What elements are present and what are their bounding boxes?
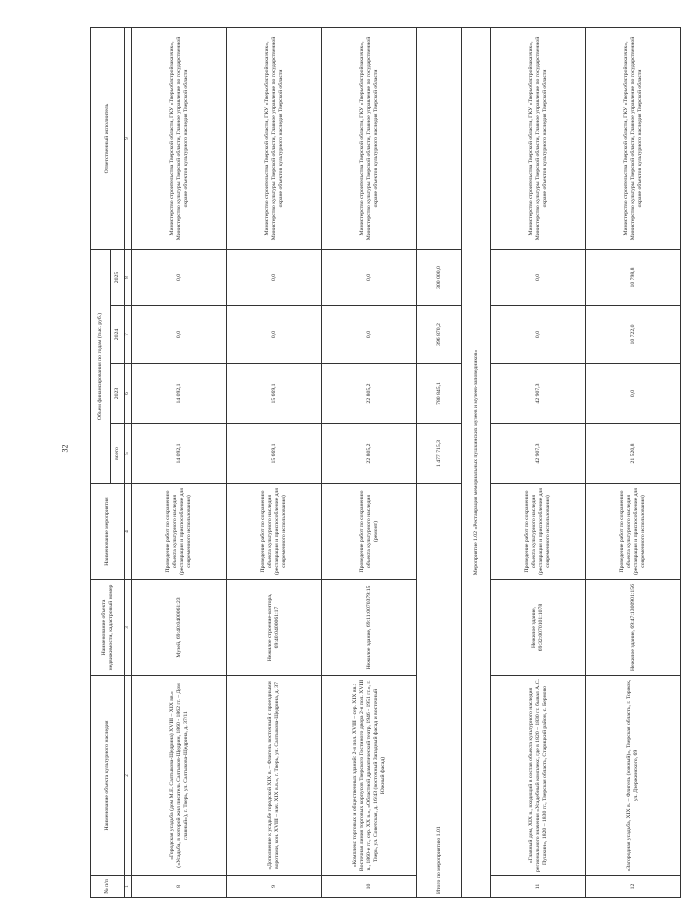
total-row — [417, 27, 462, 897]
header-year-2024: 2024 — [111, 306, 125, 364]
cell-property: Нежилое здание, 69:32:0070101:1078 — [491, 580, 586, 676]
cell-event: Проведение работ по сохранению объекта культурного наследия (реставрация и приспособление для современного использования) — [586, 484, 681, 580]
cell-event: Проведение работ по сохранению объекта культурного наследия (реставрация и приспособление для современного использования) — [132, 484, 227, 580]
rotated-table-container — [90, 28, 646, 898]
total-2025: 300 000,0 — [417, 249, 462, 305]
cell-num: 9 — [227, 876, 322, 898]
cell-2023: 0,0 — [586, 364, 681, 424]
col-index: 7 — [125, 306, 132, 364]
total-2023: 780 845,1 — [417, 364, 462, 424]
cell-2023: 14 092,1 — [132, 364, 227, 424]
cell-2025: 0,0 — [322, 249, 417, 305]
cell-num: 12 — [586, 876, 681, 898]
header-funding: Объем финансирования по годам (тыс. руб.) — [91, 249, 111, 483]
cell-2025: 0,0 — [491, 249, 586, 305]
cell-2024: 0,0 — [227, 306, 322, 364]
cell-2024: 0,0 — [491, 306, 586, 364]
cell-name: «Главный дом, XIX в., входящий в состав объекта культурного наследия регионального значения «Усадебный комплекс, где в 1820 – 1830 гг. бывал А.С. Пушкин», 1820 – 1830 гг., Тверская область, Старицкий район, с. Берново — [491, 676, 586, 876]
cell-num: 8 — [132, 876, 227, 898]
cell-event: Проведение работ по сохранению объекта культурного наследия (ремонт) — [322, 484, 417, 580]
cell-responsible: Министерство строительства Тверской области, ГКУ «Тверьоблстройзаказчик», Министерство культуры Тверской области, Главное управление по государственной охране объектов культурного наследия Тверской области — [132, 27, 227, 249]
cell-2024: 0,0 — [322, 306, 417, 364]
cell-2023: 42 907,3 — [491, 364, 586, 424]
cell-total: 15 669,1 — [227, 424, 322, 484]
section-title: Мероприятие 1.02 «Реставрация мемориальных пушкинских музеев и музеев-заповедников» — [462, 27, 491, 897]
funding-table — [90, 27, 681, 898]
cell-num: 11 — [491, 876, 586, 898]
header-property: Наименование объекта недвижимости, кадастровый номер — [91, 580, 125, 676]
cell-2023: 22 805,2 — [322, 364, 417, 424]
header-year-2023: 2023 — [111, 364, 125, 424]
col-index: 6 — [125, 364, 132, 424]
cell-property: Нежилое здание, 69:11:0070379:15 — [322, 580, 417, 676]
header-num: № п/п — [91, 876, 125, 898]
col-index: 1 — [125, 876, 132, 898]
page-number: 32 — [60, 444, 70, 453]
cell-num: 10 — [322, 876, 417, 898]
cell-total: 22 805,2 — [322, 424, 417, 484]
total-label: Итого по мероприятию 1.01 — [417, 484, 462, 898]
col-index: 2 — [125, 676, 132, 876]
cell-name: «Дополнение к усадьбе городской XIX в. – Флигель восточный с проездными воротами, кон. XVIII – нач. XIX в.в.», г. Тверь, ул. Салтыкова-Щедрина, д. 37 — [227, 676, 322, 876]
col-index: 3 — [125, 580, 132, 676]
cell-name: «Загородная усадьба, XIX в. – Флигель (южный)», Тверская область, г. Торжок, ул. Дзержинского, 69 — [586, 676, 681, 876]
cell-responsible: Министерство строительства Тверской области, ГКУ «Тверьоблстройзаказчик», Министерство культуры Тверской области, Главное управление по государственной охране объектов культурного наследия Тверской области — [227, 27, 322, 249]
cell-2025: 0,0 — [227, 249, 322, 305]
cell-name: «Комплекс торговых и общественных зданий: 2-я пол. XVIII – сер. XIX вв.: Восточная линия торговых корпусов Тверского Гостиного двора 2-я пол. XVIII в., 1860-е гг., сер. XX в.», «Областной драматический театр, 1946 - 1951 гг.», г. Тверь, ул. Советская, д. 16/43 (восточный Западный фасад и восточный Южный фасад) — [322, 676, 417, 876]
cell-2025: 10 798,8 — [586, 249, 681, 305]
section-row — [462, 27, 491, 897]
cell-2025: 0,0 — [132, 249, 227, 305]
total-sum: 1 477 715,3 — [417, 424, 462, 484]
table-row — [132, 27, 227, 897]
cell-total: 21 520,8 — [586, 424, 681, 484]
cell-total: 14 092,1 — [132, 424, 227, 484]
col-index: 8 — [125, 249, 132, 305]
cell-property: Нежилое здание, 69:47:1300901:156 — [586, 580, 681, 676]
table-row — [586, 27, 681, 897]
header-responsible: Ответственный исполнитель — [91, 27, 125, 249]
table-row — [227, 27, 322, 897]
cell-responsible: Министерство строительства Тверской области, ГКУ «Тверьоблстройзаказчик», Министерство культуры Тверской области, Главное управление по государственной охране объектов культурного наследия Тверской области — [586, 27, 681, 249]
col-index: 9 — [125, 27, 132, 249]
total-2024: 396 870,2 — [417, 306, 462, 364]
table-row — [322, 27, 417, 897]
table-row — [491, 27, 586, 897]
col-index: 5 — [125, 424, 132, 484]
cell-responsible: Министерство строительства Тверской области, ГКУ «Тверьоблстройзаказчик», Министерство культуры Тверской области, Главное управление по государственной охране объектов культурного наследия Тверской области — [322, 27, 417, 249]
cell-property: Музей, 69:40:0400061:23 — [132, 580, 227, 676]
cell-2023: 15 669,1 — [227, 364, 322, 424]
cell-name: «Городская усадьба (дом М.Е. Салтыкова-Щедрина) XVIII – XIX вв.» («Усадьба, в которой жил писатель Салтыков-Щедрин, 1860 - 1862 гг. – Дом главный»), г. Тверь, ул. Салтыкова-Щедрина, д. 37/11 — [132, 676, 227, 876]
header-year-2025: 2025 — [111, 249, 125, 305]
column-index-row — [125, 27, 132, 897]
header-total: всего — [111, 424, 125, 484]
header-event: Наименование мероприятия — [91, 484, 125, 580]
cell-property: Нежилое строение-контора, 69:40:0400061:17 — [227, 580, 322, 676]
total-responsible-empty — [417, 27, 462, 249]
cell-total: 42 907,3 — [491, 424, 586, 484]
header-name: Наименование объекта культурного наследия — [91, 676, 125, 876]
cell-event: Проведение работ по сохранению объекта культурного наследия (реставрация и приспособление для современного использования) — [491, 484, 586, 580]
cell-responsible: Министерство строительства Тверской области, ГКУ «Тверьоблстройзаказчик», Министерство культуры Тверской области, Главное управление по государственной охране объектов культурного наследия Тверской области — [491, 27, 586, 249]
col-index: 4 — [125, 484, 132, 580]
cell-event: Проведение работ по сохранению объекта культурного наследия (реставрация и приспособление для современного использования) — [227, 484, 322, 580]
cell-2024: 10 722,0 — [586, 306, 681, 364]
cell-2024: 0,0 — [132, 306, 227, 364]
